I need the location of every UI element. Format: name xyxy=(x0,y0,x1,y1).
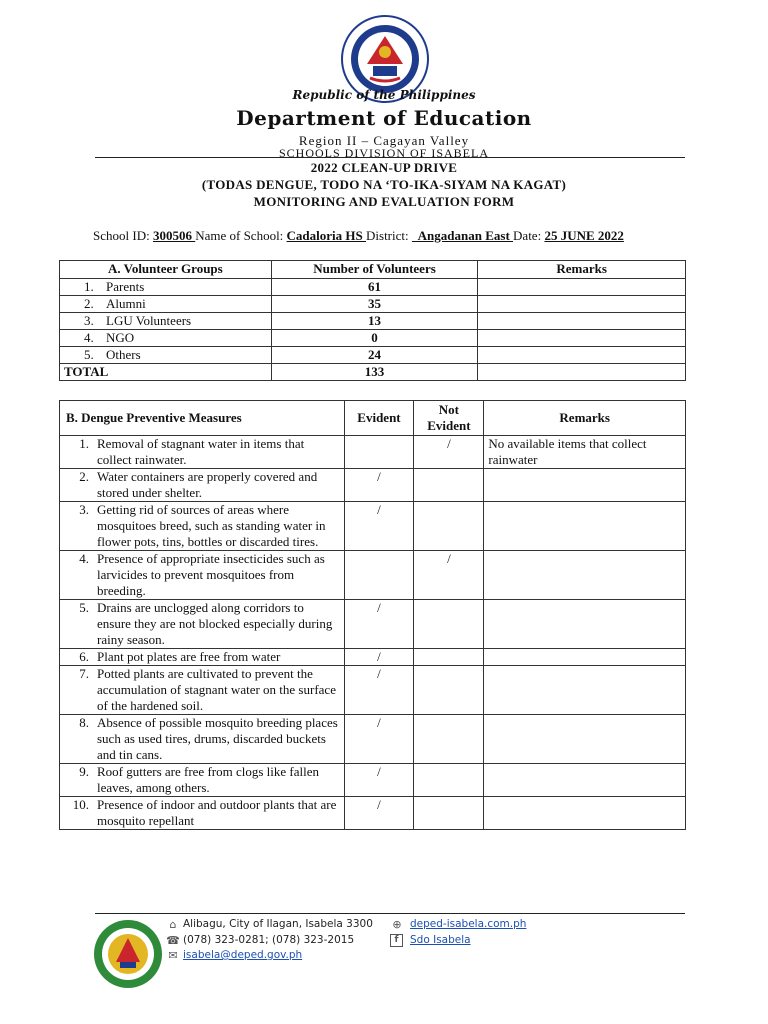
row-number: 5. xyxy=(79,600,89,615)
not-evident-mark xyxy=(414,469,484,502)
remarks-cell xyxy=(484,649,686,666)
row-number: 3. xyxy=(84,313,94,328)
form-title-line1: 2022 CLEAN-UP DRIVE xyxy=(310,160,458,175)
form-title-line2: (TODAS DENGUE, TODO NA ‘TO-IKA-SIYAM NA KAGAT) xyxy=(201,177,567,192)
row-number: 1. xyxy=(79,436,89,451)
footer-website-link[interactable]: deped-isabela.com.ph xyxy=(410,918,527,930)
volunteer-count: 0 xyxy=(271,330,478,347)
table-row xyxy=(60,296,686,313)
not-evident-mark: / xyxy=(414,436,484,469)
header-volunteer-groups: A. Volunteer Groups xyxy=(60,261,272,279)
remarks-cell xyxy=(478,313,686,330)
total-row xyxy=(60,364,686,381)
evident-mark: / xyxy=(344,502,414,551)
remarks-cell xyxy=(478,279,686,296)
row-number: 5. xyxy=(84,347,94,362)
table-row xyxy=(60,330,686,347)
evident-mark: / xyxy=(344,469,414,502)
row-number: 7. xyxy=(79,666,89,681)
not-evident-mark xyxy=(414,649,484,666)
not-evident-mark xyxy=(414,715,484,764)
volunteer-groups-table xyxy=(59,260,686,381)
remarks-cell xyxy=(484,502,686,551)
remarks-cell xyxy=(484,797,686,830)
school-id-label: School ID: xyxy=(93,228,153,243)
table-row xyxy=(60,436,686,469)
remarks-cell xyxy=(478,364,686,381)
remarks-cell xyxy=(484,551,686,600)
row-number: 2. xyxy=(79,469,89,484)
row-number: 9. xyxy=(79,764,89,779)
evident-mark: / xyxy=(344,764,414,797)
footer-phone: (078) 323-0281; (078) 323-2015 xyxy=(183,934,355,946)
row-number: 8. xyxy=(79,715,89,730)
not-evident-mark xyxy=(414,600,484,649)
volunteer-group: Parents xyxy=(106,279,145,294)
evident-mark xyxy=(344,436,414,469)
evident-mark: / xyxy=(344,715,414,764)
remarks-cell xyxy=(484,600,686,649)
dengue-measures-table xyxy=(59,400,686,830)
evident-mark: / xyxy=(344,797,414,830)
phone-icon: ☎ xyxy=(166,934,180,947)
measure-text: Drains are unclogged along corridors to ensure they are not blocked especially during rainy season. xyxy=(97,600,333,647)
not-evident-mark xyxy=(414,764,484,797)
remarks-cell xyxy=(484,666,686,715)
measure-text: Getting rid of sources of areas where mosquitoes breed, such as standing water in flower pots, tins, bottles or discarded tires. xyxy=(97,502,326,549)
evident-mark: / xyxy=(344,649,414,666)
header-evident: Evident xyxy=(344,401,414,436)
footer-divider xyxy=(95,913,685,914)
header-preventive-measures: B. Dengue Preventive Measures xyxy=(60,401,345,436)
volunteer-count: 13 xyxy=(271,313,478,330)
row-number: 4. xyxy=(79,551,89,566)
remarks-cell xyxy=(478,296,686,313)
total-label: TOTAL xyxy=(60,364,272,381)
table-row xyxy=(60,502,686,551)
header-remarks: Remarks xyxy=(478,261,686,279)
district-label: District: xyxy=(366,228,412,243)
region-heading: Region II – Cagayan Valley xyxy=(298,133,470,148)
table-row xyxy=(60,469,686,502)
header-not-evident: Not Evident xyxy=(414,401,484,436)
department-heading: Department of Education xyxy=(236,106,532,130)
table-row xyxy=(60,715,686,764)
volunteer-count: 35 xyxy=(271,296,478,313)
date-label: Date: xyxy=(513,228,545,243)
remarks-cell xyxy=(484,469,686,502)
remarks-cell xyxy=(484,715,686,764)
measure-text: Potted plants are cultivated to prevent the accumulation of stagnant water on the surface of the hardened soil. xyxy=(97,666,336,713)
table-row xyxy=(60,551,686,600)
measure-text: Roof gutters are free from clogs like fallen leaves, among others. xyxy=(97,764,319,795)
total-count: 133 xyxy=(271,364,478,381)
volunteer-count: 61 xyxy=(271,279,478,296)
table-row xyxy=(60,600,686,649)
header-remarks: Remarks xyxy=(484,401,686,436)
volunteer-count: 24 xyxy=(271,347,478,364)
measure-text: Plant pot plates are free from water xyxy=(97,649,281,664)
footer-facebook-link[interactable]: Sdo Isabela xyxy=(410,934,471,946)
table-row xyxy=(60,279,686,296)
measure-text: Presence of indoor and outdoor plants that are mosquito repellant xyxy=(97,797,337,828)
not-evident-mark xyxy=(414,797,484,830)
school-id-value: 300506 xyxy=(152,228,196,243)
row-number: 2. xyxy=(84,296,94,311)
school-name-label: Name of School: xyxy=(195,228,287,243)
volunteer-group: NGO xyxy=(106,330,135,345)
row-number: 3. xyxy=(79,502,89,517)
row-number: 1. xyxy=(84,279,94,294)
table-header-row xyxy=(60,401,686,436)
table-row xyxy=(60,649,686,666)
table-row xyxy=(60,313,686,330)
table-row xyxy=(60,764,686,797)
evident-mark: / xyxy=(344,600,414,649)
table-row xyxy=(60,797,686,830)
row-number: 6. xyxy=(79,649,89,664)
footer-email-link[interactable]: isabela@deped.gov.ph xyxy=(183,949,303,961)
division-logo xyxy=(92,918,164,990)
measure-text: Presence of appropriate insecticides such as larvicides to prevent mosquitoes from breeding. xyxy=(97,551,325,598)
remarks-cell xyxy=(478,347,686,364)
remarks-cell xyxy=(478,330,686,347)
volunteer-group: Alumni xyxy=(106,296,146,311)
not-evident-mark: / xyxy=(414,551,484,600)
evident-mark xyxy=(344,551,414,600)
school-info-line xyxy=(93,228,624,244)
email-icon: ✉ xyxy=(168,949,178,962)
evident-mark: / xyxy=(344,666,414,715)
division-heading: SCHOOLS DIVISION OF ISABELA xyxy=(278,146,489,160)
globe-icon: ⊕ xyxy=(392,918,402,931)
not-evident-mark xyxy=(414,502,484,551)
header-number-of-volunteers: Number of Volunteers xyxy=(271,261,478,279)
row-number: 4. xyxy=(84,330,94,345)
table-row xyxy=(60,666,686,715)
school-name-value: Cadaloria HS xyxy=(286,228,367,243)
district-value: Angadanan East xyxy=(411,228,514,243)
header-divider xyxy=(95,157,685,158)
table-header-row xyxy=(60,261,686,279)
measure-text: Removal of stagnant water in items that collect rainwater. xyxy=(97,436,305,467)
remarks-cell: No available items that collect rainwater xyxy=(484,436,686,469)
measure-text: Absence of possible mosquito breeding places such as used tires, drums, discarded buckets and tin cans. xyxy=(97,715,338,762)
footer-address: Alibagu, City of Ilagan, Isabela 3300 xyxy=(183,918,373,930)
form-title-line3: MONITORING AND EVALUATION FORM xyxy=(253,194,515,209)
not-evident-mark xyxy=(414,666,484,715)
volunteer-group: Others xyxy=(106,347,141,362)
facebook-icon: f xyxy=(390,934,403,947)
row-number: 10. xyxy=(72,797,89,812)
republic-heading: Republic of the Philippines xyxy=(292,88,476,102)
volunteer-group: LGU Volunteers xyxy=(106,313,192,328)
table-row xyxy=(60,347,686,364)
measure-text: Water containers are properly covered and stored under shelter. xyxy=(97,469,318,500)
remarks-cell xyxy=(484,764,686,797)
date-value: 25 JUNE 2022 xyxy=(544,228,624,243)
building-icon: ⌂ xyxy=(169,918,177,931)
